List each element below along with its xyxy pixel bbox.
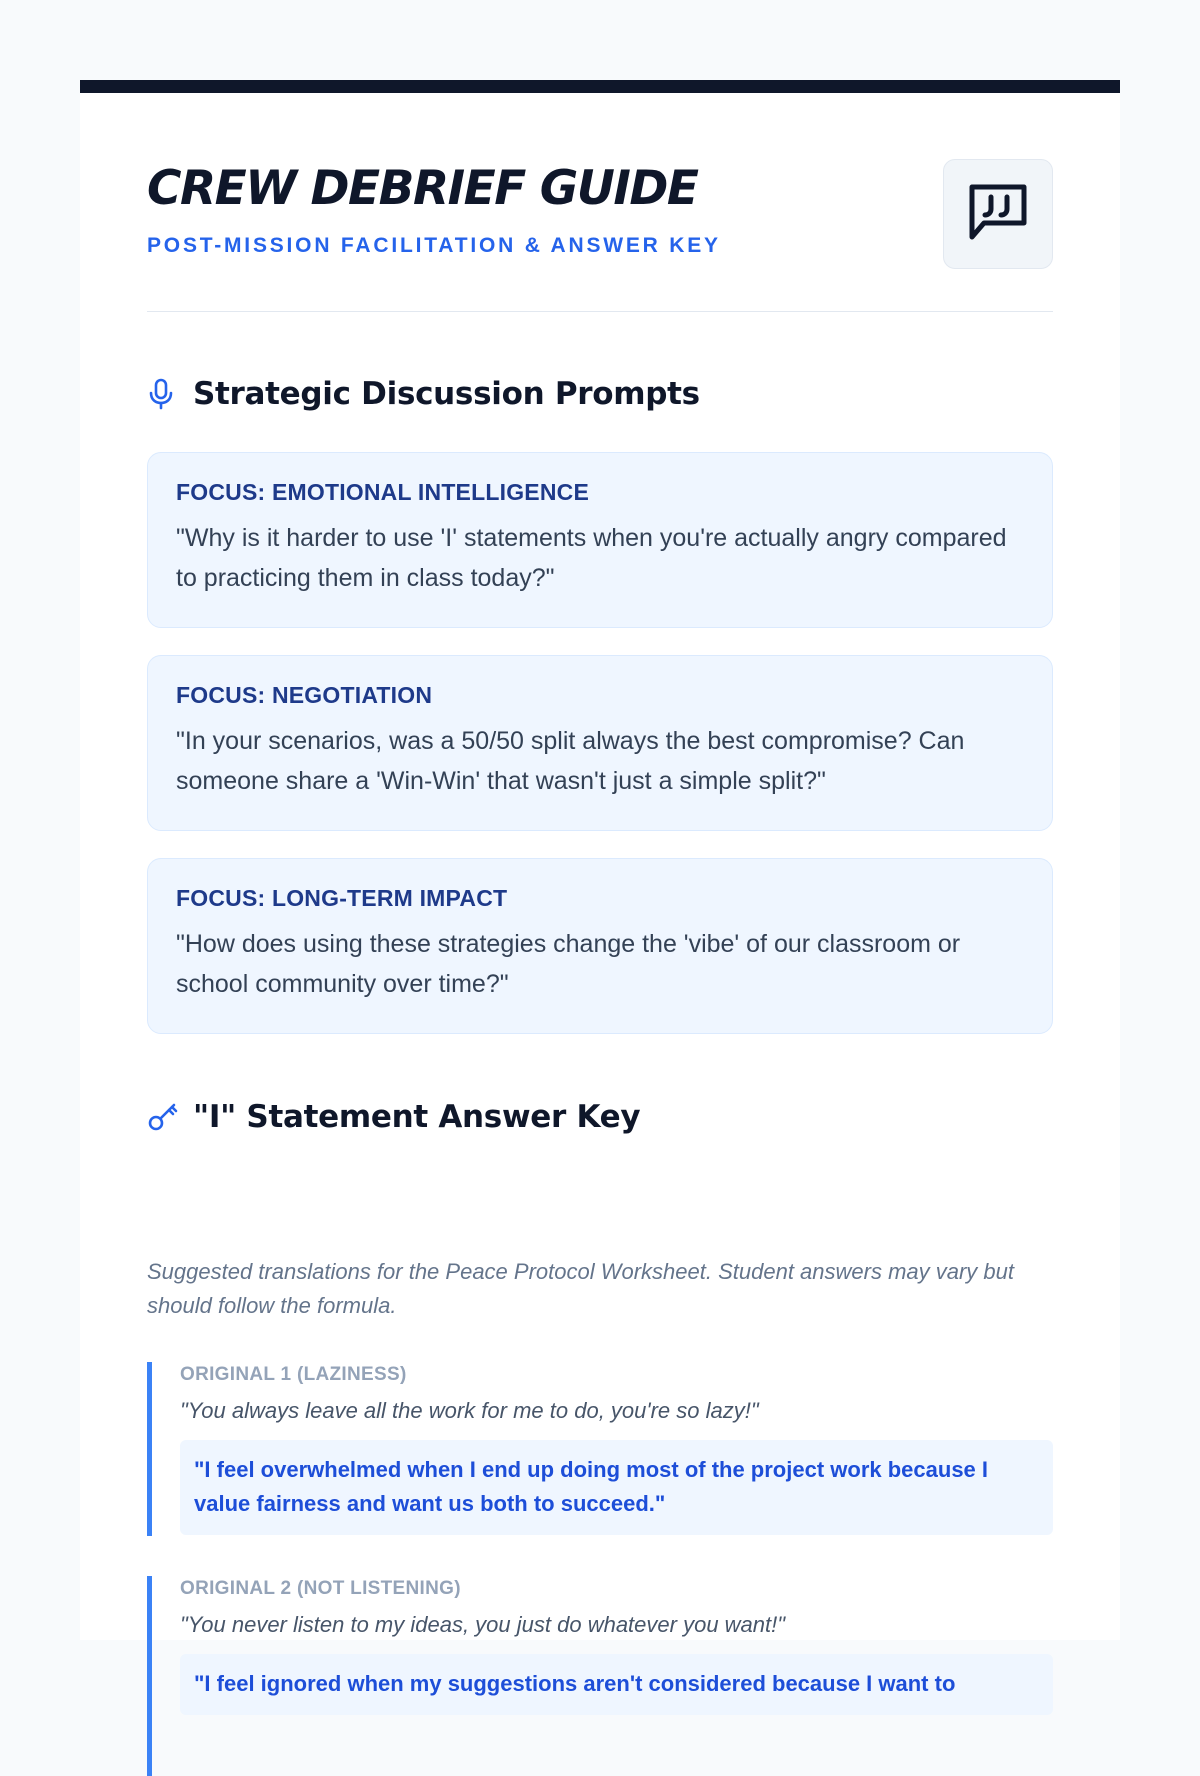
prompt-question: "In your scenarios, was a 50/50 split always the best compromise? Can someone share a 'Win-Win' that wasn't just a simple split?"	[176, 727, 965, 795]
original-label: ORIGINAL 1 (LAZINESS)	[180, 1364, 407, 1385]
quote-badge	[943, 159, 1053, 269]
prompt-question: "Why is it harder to use 'I' statements when you're actually angry compared to practicing them in class today?"	[176, 524, 1007, 592]
quote-bubble-icon	[966, 181, 1030, 248]
original-statement: "You never listen to my ideas, you just do whatever you want!"	[180, 1612, 786, 1637]
prompt-focus: FOCUS: LONG-TERM IMPACT	[176, 885, 508, 911]
answer-key-item	[147, 1576, 1053, 1776]
prompt-card	[147, 858, 1053, 1034]
page-title: CREW DEBRIEF GUIDE	[147, 161, 698, 216]
answer-key-item	[147, 1362, 1053, 1536]
key-icon	[147, 1101, 179, 1133]
original-label: ORIGINAL 2 (NOT LISTENING)	[180, 1578, 461, 1599]
answer-key-section-heading	[147, 1095, 640, 1139]
discussion-section-heading	[147, 372, 700, 416]
i-statement-translation: "I feel overwhelmed when I end up doing most of the project work because I value fairness and want us both to succeed."	[180, 1440, 1053, 1535]
prompt-card	[147, 655, 1053, 831]
prompt-focus: FOCUS: EMOTIONAL INTELLIGENCE	[176, 479, 589, 505]
discussion-heading: Strategic Discussion Prompts	[193, 376, 700, 412]
guide-header	[147, 159, 1053, 309]
i-statement-translation: "I feel ignored when my suggestions aren't considered because I want to	[180, 1654, 1053, 1715]
prompt-focus: FOCUS: NEGOTIATION	[176, 682, 433, 708]
prompt-card	[147, 452, 1053, 628]
original-statement: "You always leave all the work for me to do, you're so lazy!"	[180, 1398, 759, 1423]
microphone-icon	[147, 378, 179, 410]
header-divider	[147, 311, 1053, 312]
prompt-question: "How does using these strategies change the 'vibe' of our classroom or school community over time?"	[176, 930, 961, 998]
page-subtitle: POST-MISSION FACILITATION & ANSWER KEY	[147, 234, 721, 257]
debrief-guide-card	[80, 80, 1120, 1696]
answer-key-heading: "I" Statement Answer Key	[193, 1099, 641, 1135]
answer-key-note: Suggested translations for the Peace Protocol Worksheet. Student answers may vary but should follow the formula.	[147, 1259, 1015, 1318]
